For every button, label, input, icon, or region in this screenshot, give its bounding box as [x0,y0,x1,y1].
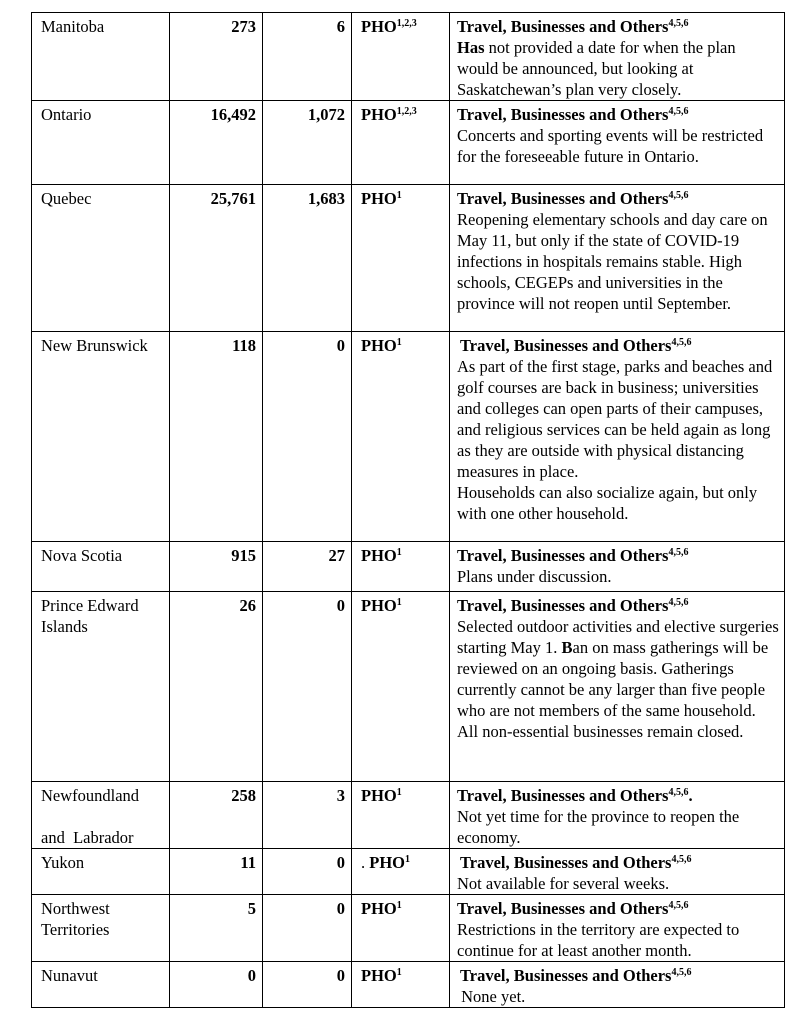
deaths-cell: 0 [263,592,352,782]
pho-cell: PHO$^1$ [352,962,450,1008]
notes-cell: Travel, Businesses and Others$^{4,5,6}$ Reopening elementary schools and day care on May 11, but only if the state of COVID-19 infections in hospitals remains stable. High schools, CEGEPs and universities in the province will not reopen until September. [450,185,785,332]
notes-heading: Travel, Businesses and Others$^{4,5,6}$ [457,546,689,565]
pho-cell: PHO$^{1,2,3}$ [352,13,450,101]
province-cell: Yukon [32,849,170,895]
deaths-cell: 0 [263,332,352,542]
notes-cell: Travel, Businesses and Others$^{4,5,6}$ Has not provided a date for when the plan would be announced, but looking at Saskatchewan’s plan very closely. [450,13,785,101]
table-row [32,13,785,101]
provinces-table [31,12,785,1008]
notes-cell: Travel, Businesses and Others$^{4,5,6}$ Restrictions in the territory are expected to continue for at least another month. [450,895,785,962]
pho-cell: PHO$^1$ [352,542,450,592]
cases-cell: 915 [170,542,263,592]
cases-cell: 26 [170,592,263,782]
cases-cell: 11 [170,849,263,895]
pho-cell: PHO$^1$ [352,332,450,542]
province-cell: Prince Edward Islands [32,592,170,782]
province-cell: Nunavut [32,962,170,1008]
notes-cell: Travel, Businesses and Others$^{4,5,6}$ As part of the first stage, parks and beaches and golf courses are back in business; universities and colleges can open parts of their campuses, and religious services can be held again as long as they are outside with physical distancing measures in place. Households can also socialize again, but only with one other household. [450,332,785,542]
notes-heading: Travel, Businesses and Others$^{4,5,6}$ [460,336,692,355]
notes-heading: Travel, Businesses and Others$^{4,5,6}$. [457,786,693,805]
table-row [32,962,785,1008]
pho-cell: PHO$^{1,2,3}$ [352,101,450,185]
deaths-cell: 1,072 [263,101,352,185]
notes-heading: Travel, Businesses and Others$^{4,5,6}$ [457,189,689,208]
pho-cell: PHO$^1$ [352,895,450,962]
deaths-cell: 1,683 [263,185,352,332]
table-row [32,185,785,332]
deaths-cell: 27 [263,542,352,592]
pho-cell: PHO$^1$ [352,185,450,332]
cases-cell: 5 [170,895,263,962]
deaths-cell: 6 [263,13,352,101]
notes-cell: Travel, Businesses and Others$^{4,5,6}$ Not available for several weeks. [450,849,785,895]
deaths-cell: 3 [263,782,352,849]
notes-heading: Travel, Businesses and Others$^{4,5,6}$ [457,17,689,36]
table-row [32,101,785,185]
table-row [32,592,785,782]
table-row [32,332,785,542]
province-cell: New Brunswick [32,332,170,542]
notes-cell: Travel, Businesses and Others$^{4,5,6}$ Selected outdoor activities and elective surgeries starting May 1. Ban on mass gatherings will be reviewed on an ongoing basis. Gatherings currently cannot be any larger than five people who are not members of the same household. All non-essential businesses remain closed. [450,592,785,782]
table-row [32,782,785,849]
province-cell: Ontario [32,101,170,185]
cases-cell: 273 [170,13,263,101]
notes-cell: Travel, Businesses and Others$^{4,5,6}$ Concerts and sporting events will be restricted for the foreseeable future in Ontario. [450,101,785,185]
province-cell: Manitoba [32,13,170,101]
deaths-cell: 0 [263,962,352,1008]
cases-cell: 0 [170,962,263,1008]
province-cell: Newfoundland and Labrador [32,782,170,849]
notes-cell: Travel, Businesses and Others$^{4,5,6}$ None yet. [450,962,785,1008]
notes-heading: Travel, Businesses and Others$^{4,5,6}$ [457,899,689,918]
pho-cell: . PHO$^1$ [352,849,450,895]
cases-cell: 118 [170,332,263,542]
notes-heading: Travel, Businesses and Others$^{4,5,6}$ [457,596,689,615]
notes-cell: Travel, Businesses and Others$^{4,5,6}$ Plans under discussion. [450,542,785,592]
notes-heading: Travel, Businesses and Others$^{4,5,6}$ [460,853,692,872]
cases-cell: 16,492 [170,101,263,185]
pho-cell: PHO$^1$ [352,782,450,849]
cases-cell: 258 [170,782,263,849]
province-cell: Quebec [32,185,170,332]
deaths-cell: 0 [263,849,352,895]
notes-heading: Travel, Businesses and Others$^{4,5,6}$ [460,966,692,985]
cases-cell: 25,761 [170,185,263,332]
pho-cell: PHO$^1$ [352,592,450,782]
province-cell: Northwest Territories [32,895,170,962]
table-row [32,849,785,895]
table-row [32,895,785,962]
table-row [32,542,785,592]
deaths-cell: 0 [263,895,352,962]
notes-heading: Travel, Businesses and Others$^{4,5,6}$ [457,105,689,124]
notes-cell: Travel, Businesses and Others$^{4,5,6}$. Not yet time for the province to reopen the economy. [450,782,785,849]
province-cell: Nova Scotia [32,542,170,592]
